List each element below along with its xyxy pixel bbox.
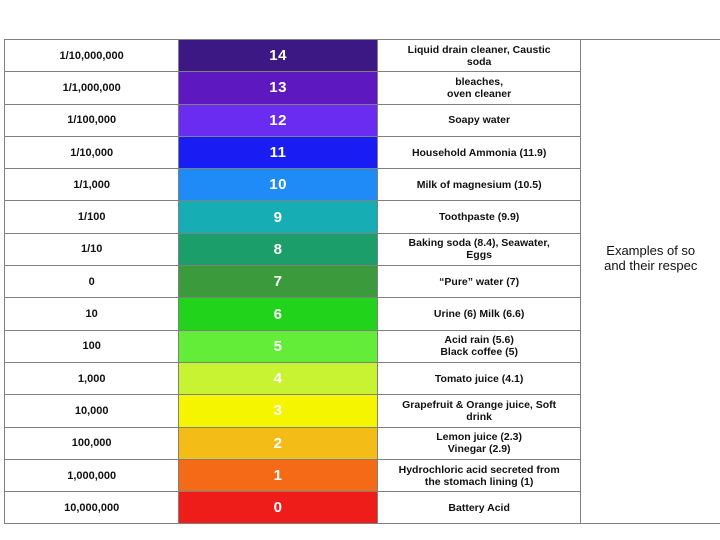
ratio-cell: 1/10,000 [5,136,179,168]
example-line: Soapy water [448,114,511,127]
caption-line: Examples of so [606,242,696,258]
ph-value-cell: 9 [179,201,378,233]
ratio-cell: 1/10 [5,233,179,265]
caption-line: and their respec [604,257,698,273]
ratio-cell: 10,000 [5,395,179,427]
ph-value-cell: 5 [179,330,378,362]
example-line: Battery Acid [448,501,510,514]
example-line: Liquid drain cleaner, Caustic [407,43,551,56]
example-line: Urine (6) Milk (6.6) [433,308,525,321]
ph-value-cell: 1 [179,459,378,491]
side-caption-cell [581,40,720,524]
ph-scale-body [5,40,720,524]
ratio-cell: 100 [5,330,179,362]
ratio-cell: 1,000,000 [5,459,179,491]
ph-value-cell: 14 [179,40,378,72]
ph-value-cell: 2 [179,427,378,459]
example-line: Hydrochloric acid secreted from [398,463,560,476]
example-line: drink [466,410,492,423]
ph-value-cell: 6 [179,298,378,330]
ratio-cell: 0 [5,266,179,298]
ratio-cell: 100,000 [5,427,179,459]
ratio-cell: 1,000 [5,362,179,394]
example-line: soda [466,55,492,68]
ratio-cell: 1/1,000,000 [5,72,179,104]
example-line: Lemon juice (2.3) [436,431,523,444]
example-line: Grapefruit & Orange juice, Soft [402,398,557,411]
example-line: bleaches, [455,75,504,88]
example-cell [377,395,581,427]
ratio-cell: 10 [5,298,179,330]
ph-value-cell: 8 [179,233,378,265]
example-cell [377,136,581,168]
example-line: Vinegar (2.9) [447,443,511,456]
example-cell [377,427,581,459]
ph-value-cell: 13 [179,72,378,104]
ph-scale-table [4,39,720,524]
example-line: Black coffee (5) [440,346,518,359]
example-cell [377,492,581,524]
example-cell [377,266,581,298]
side-caption [585,243,716,273]
example-line: Baking soda (8.4), Seawater, [408,237,550,250]
example-cell [377,104,581,136]
ratio-cell: 1/10,000,000 [5,40,179,72]
example-line: oven cleaner [447,87,512,100]
example-line: Household Ammonia (11.9) [411,146,547,159]
example-cell [377,298,581,330]
ratio-cell: 10,000,000 [5,492,179,524]
ratio-cell: 1/100 [5,201,179,233]
top-edge [0,0,720,1]
ph-value-cell: 10 [179,169,378,201]
example-cell [377,362,581,394]
example-line: Eggs [466,249,492,262]
example-cell [377,201,581,233]
example-cell [377,169,581,201]
ph-value-cell: 11 [179,136,378,168]
ratio-cell: 1/1,000 [5,169,179,201]
example-cell [377,40,581,72]
example-line: Milk of magnesium (10.5) [416,178,542,191]
ph-value-cell: 0 [179,492,378,524]
example-cell [377,72,581,104]
example-line: the stomach lining (1) [424,475,534,488]
ph-value-cell: 7 [179,266,378,298]
example-cell [377,459,581,491]
ph-value-cell: 3 [179,395,378,427]
ph-row-14 [5,40,720,72]
example-line: Acid rain (5.6) [444,334,514,347]
ratio-cell: 1/100,000 [5,104,179,136]
example-line: Toothpaste (9.9) [438,211,520,224]
example-line: Tomato juice (4.1) [434,372,524,385]
example-cell [377,233,581,265]
ph-value-cell: 4 [179,362,378,394]
example-line: “Pure” water (7) [439,275,520,288]
example-cell [377,330,581,362]
ph-value-cell: 12 [179,104,378,136]
